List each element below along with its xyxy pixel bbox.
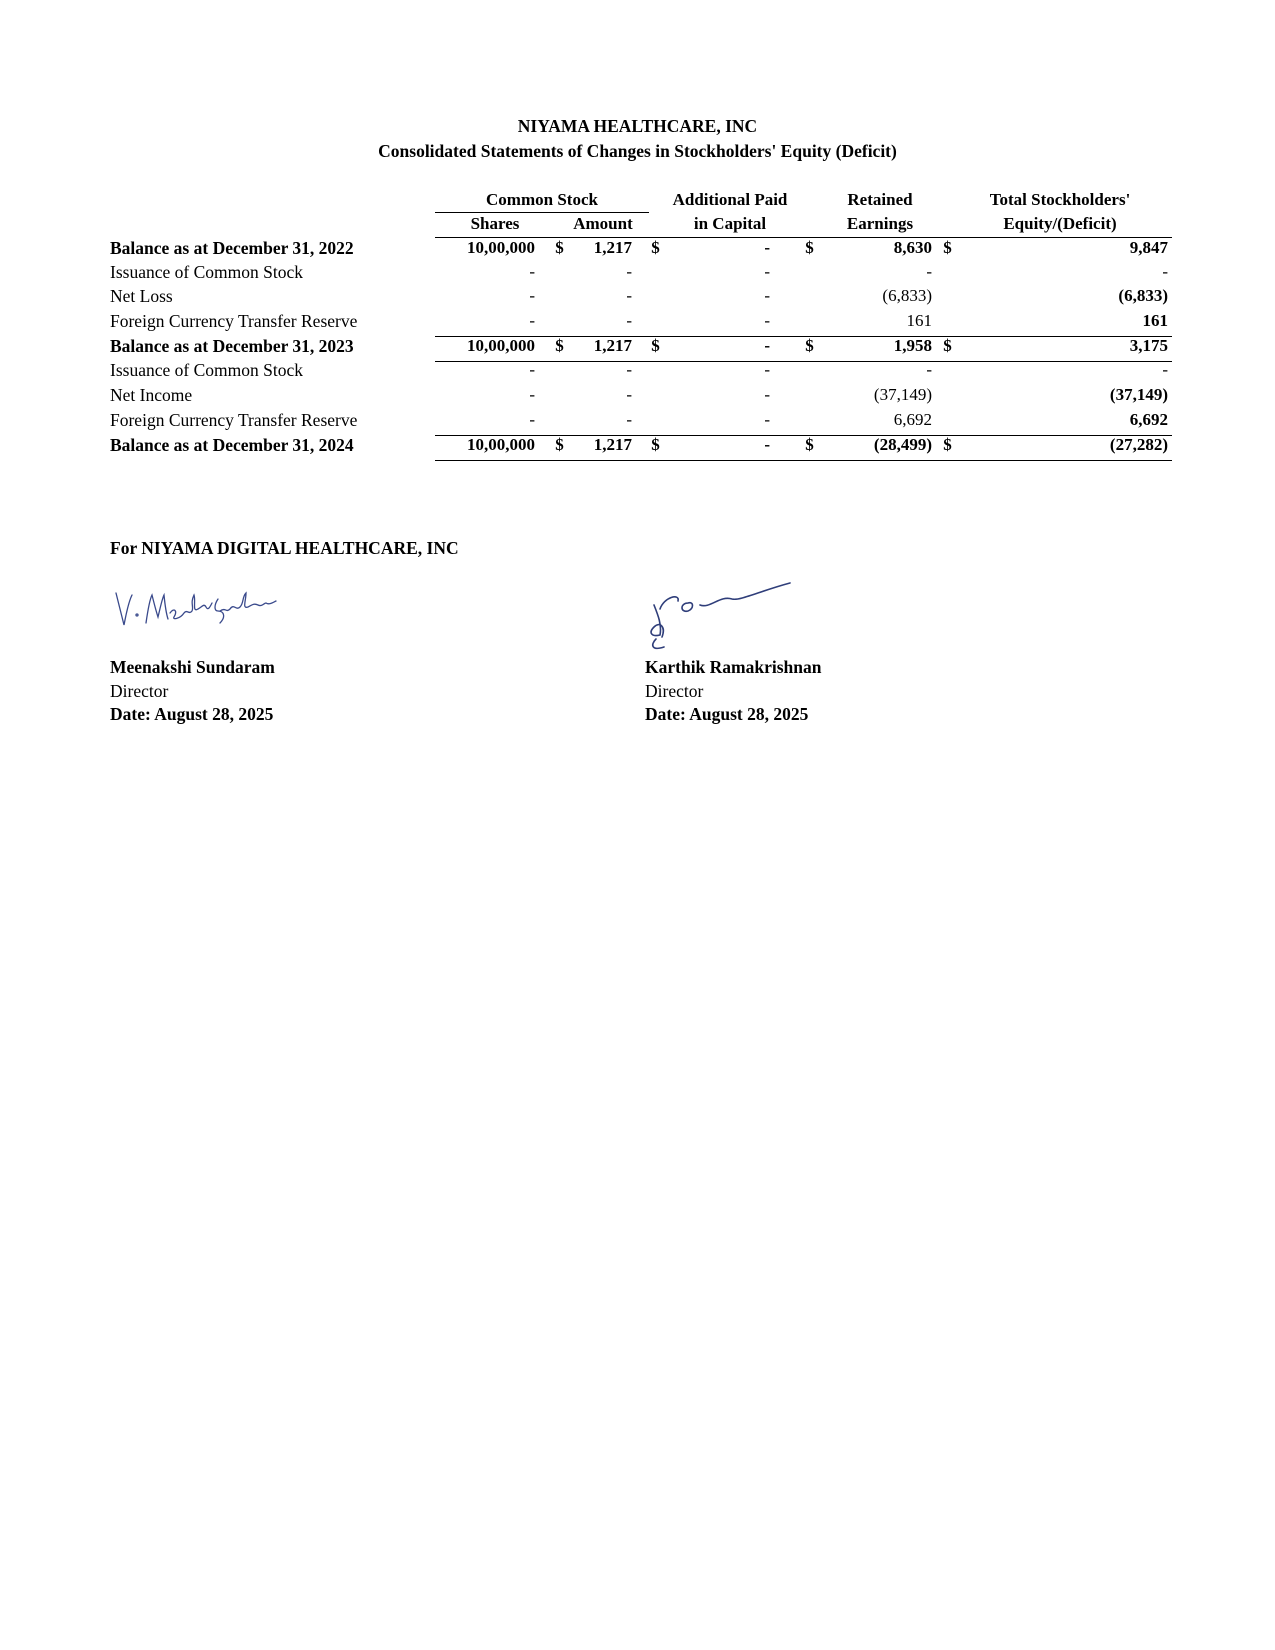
rule-2024-bottom (435, 460, 1172, 461)
cell-total: 3,175 (1129, 336, 1168, 355)
cell-cur: $ (943, 336, 952, 355)
cell-apic: - (764, 238, 770, 257)
cell-retained: (37,149) (873, 385, 932, 404)
cell-shares: - (529, 360, 535, 379)
signature-left (110, 585, 295, 635)
header-shares: Shares (470, 214, 520, 233)
row-label: Balance as at December 31, 2024 (110, 435, 354, 455)
for-company-line: For NIYAMA DIGITAL HEALTHCARE, INC (110, 538, 459, 558)
header-retained-line1: Retained (847, 190, 913, 209)
left-signatory-name: Meenakshi Sundaram (110, 657, 275, 677)
header-total-line2: Equity/(Deficit) (1003, 214, 1117, 233)
cell-retained: 6,692 (893, 410, 932, 429)
left-signatory-date: Date: August 28, 2025 (110, 704, 274, 724)
cell-shares: - (529, 262, 535, 281)
cell-retained: 161 (906, 311, 932, 330)
cell-shares: - (529, 385, 535, 404)
cell-amount: - (626, 286, 632, 305)
cell-retained: - (926, 360, 932, 379)
cell-amount: 1,217 (593, 336, 632, 355)
row-label: Issuance of Common Stock (110, 360, 303, 380)
right-signatory-name: Karthik Ramakrishnan (645, 657, 822, 677)
header-apic-line2: in Capital (693, 214, 767, 233)
row-label: Foreign Currency Transfer Reserve (110, 311, 358, 331)
cell-apic: - (764, 410, 770, 429)
left-signatory-title: Director (110, 681, 169, 701)
header-common-stock: Common Stock (486, 190, 598, 209)
row-label: Issuance of Common Stock (110, 262, 303, 282)
cell-apic: - (764, 286, 770, 305)
cell-total: 6,692 (1129, 410, 1168, 429)
cell-cur: $ (555, 435, 564, 454)
row-label: Balance as at December 31, 2023 (110, 336, 354, 356)
cell-shares: 10,00,000 (467, 336, 535, 355)
cell-retained: 1,958 (893, 336, 932, 355)
cell-apic: - (764, 435, 770, 454)
cell-apic: - (764, 360, 770, 379)
cell-total: (27,282) (1109, 435, 1168, 454)
cell-retained: 8,630 (893, 238, 932, 257)
cell-cur: $ (555, 238, 564, 257)
cell-amount: - (626, 385, 632, 404)
cell-cur: $ (943, 435, 952, 454)
header-retained-line2: Earnings (846, 214, 914, 233)
rule-2023-bottom (435, 361, 1172, 362)
signature-right (640, 575, 810, 655)
row-label: Net Income (110, 385, 193, 405)
cell-shares: - (529, 311, 535, 330)
cell-amount: 1,217 (593, 238, 632, 257)
cell-total: - (1162, 262, 1168, 281)
cell-shares: 10,00,000 (467, 238, 535, 257)
rule-2024-top (435, 435, 1172, 436)
cell-cur: $ (805, 238, 814, 257)
right-signatory-title: Director (645, 681, 704, 701)
cell-cur: $ (555, 336, 564, 355)
right-signatory-date: Date: August 28, 2025 (645, 704, 809, 724)
cell-amount: 1,217 (593, 435, 632, 454)
cell-apic: - (764, 385, 770, 404)
header-apic-line1: Additional Paid (672, 190, 788, 209)
cell-total: - (1162, 360, 1168, 379)
cell-apic: - (764, 311, 770, 330)
statement-title: Consolidated Statements of Changes in Stockholders' Equity (Deficit) (378, 141, 897, 161)
cell-cur: $ (943, 238, 952, 257)
cell-retained: (28,499) (873, 435, 932, 454)
cell-cur: $ (651, 435, 660, 454)
common-stock-rule (435, 212, 649, 213)
cell-total: (37,149) (1109, 385, 1168, 404)
cell-cur: $ (651, 238, 660, 257)
row-label: Net Loss (110, 286, 173, 306)
cell-cur: $ (805, 336, 814, 355)
row-label: Balance as at December 31, 2022 (110, 238, 354, 258)
cell-apic: - (764, 336, 770, 355)
cell-amount: - (626, 360, 632, 379)
cell-cur: $ (805, 435, 814, 454)
header-amount: Amount (573, 214, 633, 233)
cell-retained: (6,833) (882, 286, 932, 305)
cell-shares: - (529, 410, 535, 429)
cell-total: (6,833) (1118, 286, 1168, 305)
row-label: Foreign Currency Transfer Reserve (110, 410, 358, 430)
cell-total: 161 (1142, 311, 1168, 330)
cell-amount: - (626, 262, 632, 281)
company-title: NIYAMA HEALTHCARE, INC (517, 116, 758, 136)
cell-shares: - (529, 286, 535, 305)
cell-cur: $ (651, 336, 660, 355)
cell-amount: - (626, 410, 632, 429)
cell-apic: - (764, 262, 770, 281)
cell-amount: - (626, 311, 632, 330)
cell-total: 9,847 (1129, 238, 1168, 257)
rule-2023-top (435, 336, 1172, 337)
cell-shares: 10,00,000 (467, 435, 535, 454)
cell-retained: - (926, 262, 932, 281)
header-total-line1: Total Stockholders' (989, 190, 1131, 209)
